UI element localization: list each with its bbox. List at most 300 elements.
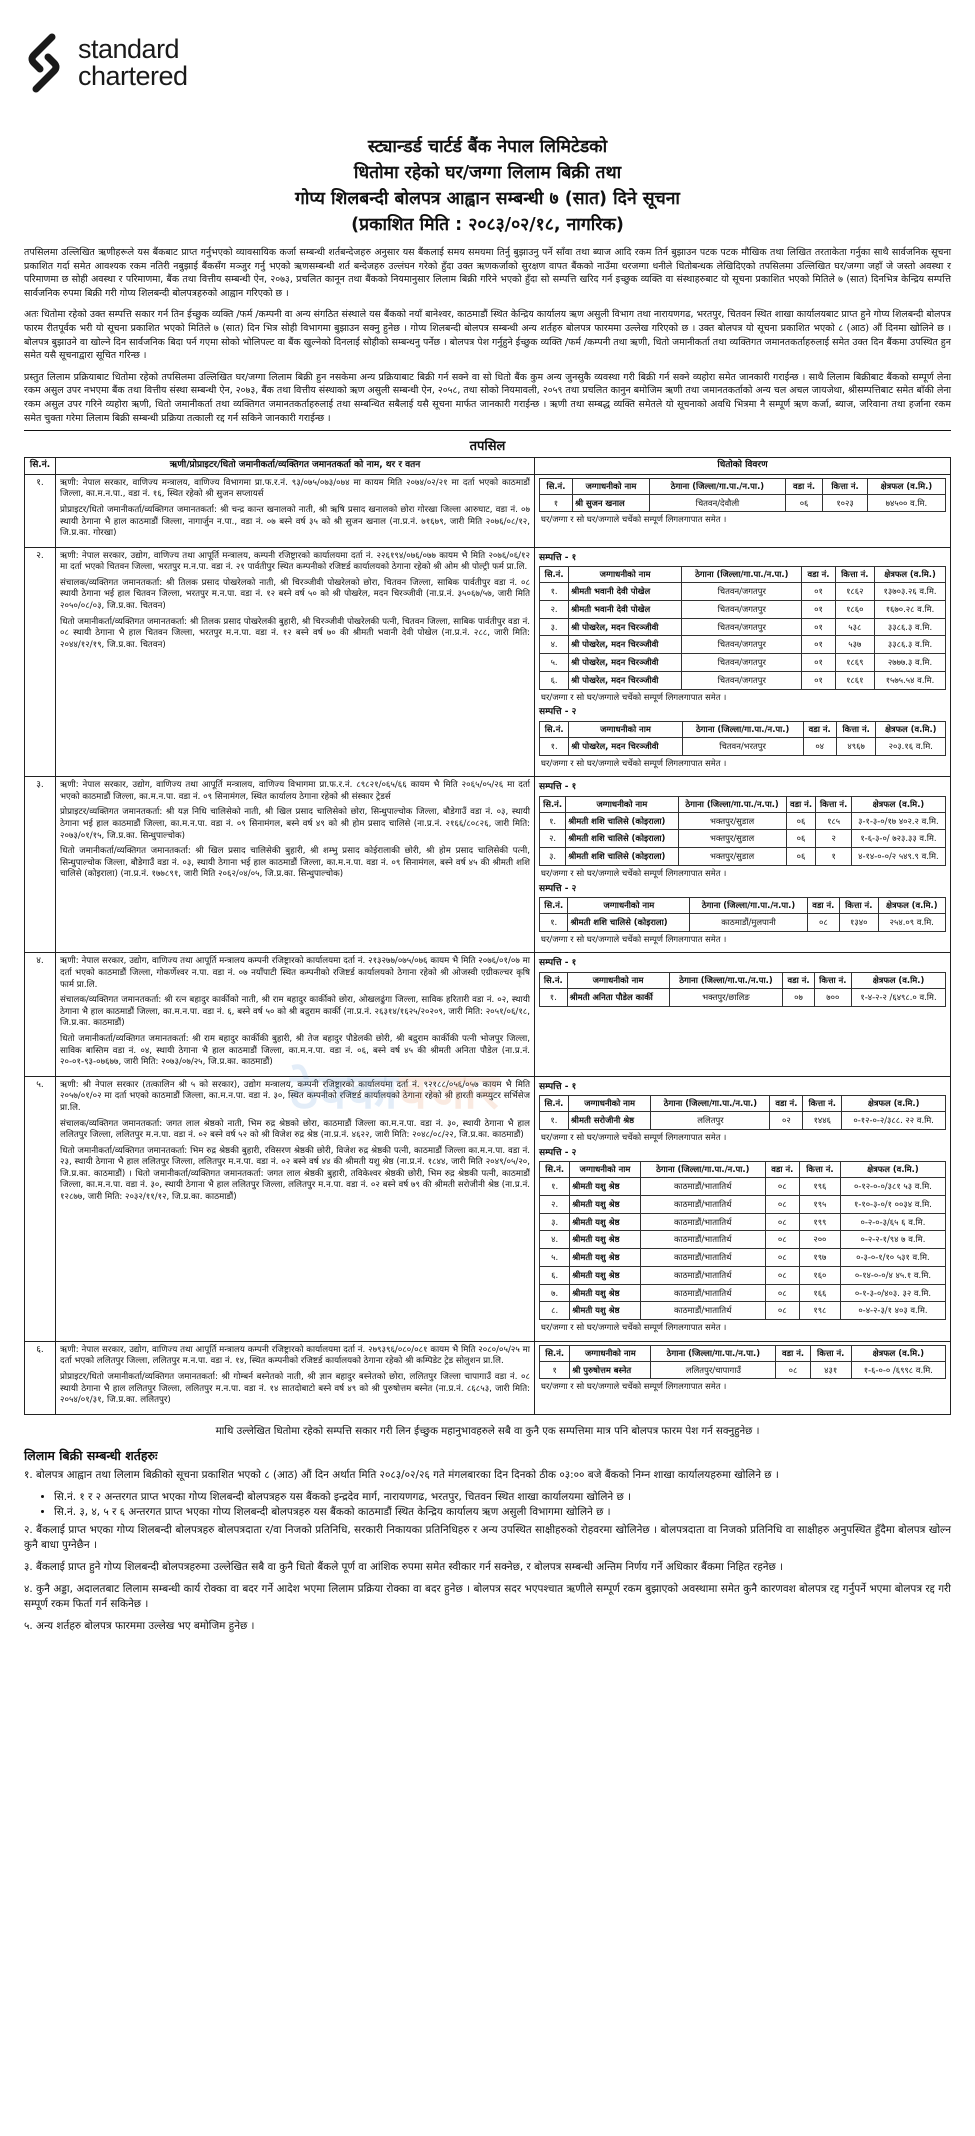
property-table [539,721,946,756]
property-row [540,1249,946,1267]
property-table [539,1095,946,1130]
property-cell-area: ०-१४-०-०/४ ४५.१ व.मि. [840,1266,945,1284]
property-cell-owner: श्रीमती भवानी देवी पोखेल [569,583,682,601]
property-cell-owner: श्रीमती यशु श्रेष्ठ [570,1284,641,1302]
row-description [56,777,535,953]
property-header-location: ठेगाना (जिल्ला/गा.पा./न.पा.) [649,478,785,494]
property-cell-owner: श्री पोखरेल, मदन चिरञ्जीवी [569,618,682,636]
property-cell-sn: १. [540,988,568,1006]
footer-note: माथि उल्लेखित धितोमा रहेको सम्पत्ति सकार गरी लिन ईच्छुक महानुभावहरुले सबै वा कुनै एक सम्पत्तिमा मात्र पनि बोलपत्र फारम पेश गर्न सक्नुहुनेछ । [215,1425,760,1437]
property-cell-plot: १३४० [839,914,878,932]
property-cell-sn: ३. [540,1213,570,1231]
row-p2: प्रोप्राइटर/धितो जमानीकर्ता/व्यक्तिगत जमानतकर्ता: श्री चन्द्र कान्त खनालको नाती, श्री ऋषि प्रसाद खनालको छोरा गोरखा जिल्ला आरुघाट, वडा नं. ०७ स्थायी ठेगाना भै हाल काठमाडौं जिल्ला, नागार्जुन न.पा., वडा नं. ०७ बस्ने वर्ष ३५ को श्री सुजन खनाल (ना.प्र.नं. ७१६७९, जारी मिति २०७६/०८/१२, जि.प्र.का. गोरखा) [60,504,530,539]
property-table [539,566,946,690]
property-cell-sn: १. [540,1112,569,1130]
property-cell-area: २७७७.३ व.मि. [875,654,946,672]
property-row [540,737,946,755]
property-cell-owner: श्री पोखरेल, मदन चिरञ्जीवी [569,654,682,672]
property-note: घर/जग्गा र सो घर/जग्गाले चर्चेको सम्पूर्ण लिगलगापात समेत । [541,1131,727,1142]
property-cell-sn: ३. [540,848,566,866]
property-cell-location: भक्तपुर/छालिङ [669,988,783,1006]
property-cell-sn: २. [540,1195,570,1213]
property-cell-location: चितवन/जगतपुर [682,583,802,601]
property-row [540,1361,946,1379]
property-block-label: सम्पत्ति - १ [539,958,577,969]
property-cell-plot: १४४६ [803,1112,842,1130]
property-header-ward: वडा नं. [802,567,835,583]
property-cell-ward: ०८ [765,1284,799,1302]
property-cell-plot: २ [816,830,852,848]
property-cell-area: १-१०-३-०/१ ००३४ व.मि. [840,1195,945,1213]
property-note: घर/जग्गा र सो घर/जग्गाले चर्चेको सम्पूर्ण लिगलगापात समेत । [541,1381,727,1392]
property-cell-location: काठमाडौं/भातातिर्थ [640,1195,765,1213]
property-cell-ward: ०१ [802,654,835,672]
property-cell-owner: श्रीमती यशु श्रेष्ठ [570,1266,641,1284]
property-row [540,1302,946,1320]
property-cell-ward: ०८ [765,1266,799,1284]
property-cell-owner: श्रीमती यशु श्रेष्ठ [570,1249,641,1267]
property-cell-owner: श्री सुजन खनाल [572,494,649,512]
property-cell-area: ०-१-३-०/४०३. ३२ व.मि. [840,1284,945,1302]
condition-3: ३. बैंकलाई प्राप्त हुने गोप्य शिलबन्दी बोलपत्रहरुमा उल्लेखित सबै वा कुनै धितो बैंकले पूर्ण वा आंशिक रुपमा समेत स्वीकार गर्न सक्नेछ, र बोलपत्र सम्बन्धी अन्तिम निर्णय गर्ने अधिकार बैंकमा निहित रहनेछ । [24,1560,784,1573]
property-cell-ward: ०८ [765,1231,799,1249]
property-cell-owner: श्रीमती शशि चालिसे (कोइराला) [566,812,678,830]
col-sn: सि.नं. [25,458,56,475]
property-row [540,1284,946,1302]
property-header-sn: सि.नं. [540,898,568,914]
property-cell-sn: १. [540,812,566,830]
property-cell-location: चितवन/भरतपुर [682,737,803,755]
schedule-row [25,1341,951,1414]
property-cell-sn: ८. [540,1302,570,1320]
property-header-location: ठेगाना (जिल्ला/गा.पा./न.पा.) [682,567,802,583]
property-row [540,618,946,636]
schedule-row [25,1076,951,1341]
property-cell-owner: श्री पोखरेल, मदन चिरञ्जीवी [569,672,682,690]
property-cell-location: काठमाडौं/मुलपानी [690,914,807,932]
row-p3: धितो जमानीकर्ता/व्यक्तिगत जमानतकर्ता: श्री तिलक प्रसाद पोखरेलकी बुहारी, श्री चिरञ्जीवी पोखरेलकी पत्नी, चितवन जिल्ला, साबिक पार्वतीपुर वडा नं. ०८ स्थायी ठेगाना भै हाल चितवन जिल्ला, भरतपुर म.न.पा. वडा नं. १२ बस्ने वर्ष ७० की श्रीमती भवानी देवी पोखेल (ना.प्र.नं. २८८, जारी मिति: २०४४/१२/१९, जि.प्र.का. चितवन) [60,616,530,650]
row-property [535,777,951,953]
property-cell-area: ०-१२-०-०/३८१ ५३ व.मि. [840,1177,945,1195]
property-block-label: सम्पत्ति - १ [539,1081,577,1092]
property-cell-plot: ४९६७ [836,737,876,755]
property-header-area: क्षेत्रफल (व.मि.) [875,567,946,583]
row-sn: ६. [25,1341,56,1414]
property-block-label: सम्पत्ति - १ [539,552,577,563]
property-cell-plot: ५३७ [835,636,875,654]
property-cell-area: १३७०३.२६ व.मि. [875,583,946,601]
property-header-sn: सि.नं. [540,796,566,812]
property-cell-sn: ७. [540,1284,570,1302]
row-p1: ऋणी: नेपाल सरकार, वाणिज्य मन्त्रालय, वाणिज्य विभागमा प्रा.फ.र.नं. ९३/०७५/०७३/०७४ मा कायम मिति २०७४/०२/२१ मा दर्ता भएको काठमाडौं जिल्ला, का.म.न.पा., वडा नं. १६, स्थित रहेको श्री सुजन सप्लायर्स [60,477,530,500]
property-cell-owner: श्रीमती यशु श्रेष्ठ [570,1195,641,1213]
property-cell-owner: श्री पोखरेल, मदन चिरञ्जीवी [569,737,682,755]
row-p3: धितो जमानीकर्ता/व्यक्तिगत जमानतकर्ता: श्री खिल प्रसाद चालिसेकी बुहारी, श्री शम्भु प्रसाद कोईरालाकी छोरी, श्री होम प्रसाद चालिसेकी पत्नी, सिन्धुपाल्चोक जिल्ला, बौडेगाउँ वडा नं. ०३, स्थायी ठेगाना भई हाल काठमाडौं जिल्ला, का.म.न.पा. वडा नं. ०९ सिनामंगल, बस्ने वर्ष ४५ की श्रीमती शशि चालिसे (कोइराला) (ना.प्र.नं. १७७८९१, जारी मिति २०६२/०४/०५, जि.प्र.का. सिन्धुपाल्चोक) [60,846,530,880]
property-header-sn: सि.नं. [540,478,573,494]
property-cell-sn: २. [540,600,569,618]
property-header-plot: कित्ता नं. [803,1096,842,1112]
brand-line2: chartered [78,61,188,91]
property-row [540,914,946,932]
row-description [56,547,535,777]
property-header-plot: कित्ता नं. [836,722,876,738]
row-p1: ऋणी: नेपाल सरकार, उद्योग, वाणिज्य तथा आपूर्ति मन्त्रालय कम्पनी रजिष्ट्रारको कार्यालयमा दर्ता नं. २१३२७७/०७५/०७६ कायम भै मिति २०७६/०१/०७ मा दर्ता भएको काठमाडौं जिल्ला, गोकर्णेश्वर न.पा. वडा नं. ०७ नयाँपाटी स्थित कम्पनीको रजिष्टर्ड कार्यालयको ठेगाना रहेको श्री ओजस्वी एग्रीकल्चर कृषि फार्म प्रा.लि. [60,956,530,990]
property-cell-owner: श्रीमती भवानी देवी पोखेल [569,600,682,618]
property-cell-area: १५७५.५४ व.मि. [875,672,946,690]
property-cell-plot: ४३१ [810,1361,851,1379]
property-cell-plot: १९७ [799,1249,840,1267]
property-cell-location: काठमाडौं/भातातिर्थ [640,1213,765,1231]
property-cell-location: काठमाडौं/भातातिर्थ [640,1249,765,1267]
property-cell-area: १-६-०-० /६९९८ व.मि. [851,1361,945,1379]
property-cell-sn: ६. [540,672,569,690]
divider [24,430,951,431]
property-row [540,988,946,1006]
property-header-ward: वडा नं. [803,722,836,738]
property-header-location: ठेगाना (जिल्ला/गा.पा./न.पा.) [651,1345,776,1361]
condition-5: ५. अन्य शर्तहरु बोलपत्र फारममा उल्लेख भए बमोजिम हुनेछ । [24,1619,255,1632]
property-cell-ward: ०४ [803,737,836,755]
property-header-sn: सि.नं. [540,722,569,738]
schedule-row [25,777,951,953]
property-cell-location: चितवन/जगतपुर [682,600,802,618]
property-row [540,1213,946,1231]
row-property [535,474,951,547]
property-row [540,636,946,654]
property-cell-ward: ०२ [770,1112,803,1130]
row-p3: धितो जमानीकर्ता/व्यक्तिगत जमानतकर्ता: श्री राम बहादुर कार्कीकी बुहारी, श्री तेज बहादुर पौडेलकी छोरी, श्री बद्रुराम कार्कीकी पत्नी भोजपुर जिल्ला, साविक बास्तिम वडा नं. ०४, स्थायी ठेगाना भै हाल काठमाडौं जिल्ला, का.म.न.पा. वडा नं. ०६, बस्ने वर्ष ४५ की श्रीमती अनिता पौडेल (ना.प्र.नं. २०-०१-९३-०७६७७, जारी मिति: २०७३/०७/२५, जि.प्र.का. काठमाडौं) [60,1033,530,1068]
property-cell-plot: २०० [799,1231,840,1249]
property-cell-ward: ०७ [783,988,814,1006]
property-cell-sn: ३. [540,618,569,636]
row-property [535,953,951,1076]
property-cell-location: काठमाडौं/भातातिर्थ [640,1231,765,1249]
property-cell-area: ४-१४-०-०/२ ५४९.९ व.मि. [851,848,945,866]
row-p2: प्रोप्राइटर/व्यक्तिगत जमानतकर्ता: श्री यज्ञ निधि चालिसेको नाती, श्री खिल प्रसाद चालिसेको छोरा, सिन्धुपाल्चोक जिल्ला, बौडेगाउँ वडा नं. ०३, स्थायी ठेगाना भई हाल काठमाडौं जिल्ला, का.म.न.पा. वडा नं. ०९ सिनामंगल, बस्ने वर्ष ४९ को श्री होम प्रसाद चालिसे (ना.प्र.नं. २१६६/८०८२६, जारी मिति: २०७३/०१/१५, जि.प्र.का. सिन्धुपाल्चोक) [60,807,530,841]
property-cell-sn: १ [540,494,573,512]
property-cell-plot: १८६९ [835,654,875,672]
col-property: धितोको विवरण [535,458,951,475]
property-cell-plot: १९५ [799,1195,840,1213]
property-cell-sn: ४. [540,1231,570,1249]
property-cell-ward: ०८ [776,1361,810,1379]
property-cell-plot: १६६ [799,1284,840,1302]
property-cell-location: चितवन/देवौली [649,494,785,512]
property-header-owner: जग्गाधनीको नाम [570,1162,641,1178]
schedule-row [25,547,951,777]
property-header-ward: वडा नं. [807,898,839,914]
property-header-area: क्षेत्रफल (व.मि.) [867,478,945,494]
row-p1: ऋणी: नेपाल सरकार, उद्योग, वाणिज्य तथा आपूर्ति मन्त्रालय कम्पनी रजिष्ट्रारको कार्यालयमा दर्ता नं. २७९३९६/०८०/०८१ कायम भै मिति २०८०/०५/२५ मा दर्ता भएको ललितपुर जिल्ला, ललितपुर म.न.पा. वडा नं. १४, स्थित कम्पनीको रजिष्टर्ड कार्यालयको ठेगाना रहेको श्री कम्पिडेट ट्रेड सोलुशन प्रा.लि. [60,1344,530,1367]
property-note: घर/जग्गा र सो घर/जग्गाले चर्चेको सम्पूर्ण लिगलगापात समेत । [541,757,727,768]
property-cell-plot: १८६० [835,600,875,618]
property-cell-owner: श्रीमती यशु श्रेष्ठ [570,1302,641,1320]
title-line1: स्ट्यान्डर्ड चार्टर्ड बैंक नेपाल लिमिटेडको [367,137,608,157]
schedule-row [25,953,951,1076]
property-cell-area: २५४.०९ व.मि. [878,914,945,932]
property-cell-plot: १६० [799,1266,840,1284]
property-header-ward: वडा नं. [770,1096,803,1112]
row-p3: धितो जमानीकर्ता/व्यक्तिगत जमानतकर्ता: भिम रुद्र श्रेष्ठकी बुहारी, रविसरण श्रेष्ठकी छोरी, विजेश रुद्र श्रेष्ठकी पत्नी, काठमाडौं जिल्ला का.म.न.पा. वडा नं. २३, स्थायी ठेगाना भै हाल ललितपुर जिल्ला, ललितपुर म.न.पा. वडा नं. ०२ बस्ने वर्ष ४४ की श्रीमती यशु श्रेष्ठ (ना.प्र.नं. १८४४, जारी मिति २०४९/०५/२०, जि.प्र.का. काठमाडौं) । धितो जमानीकर्ता/व्यक्तिगत जमानतकर्ता: जगत लाल श्रेष्ठकी बुहारी, तविकेश्वर श्रेष्ठकी छोरी, भिम रुद्र श्रेष्ठकी पत्नी, काठमाडौं जिल्ला, का.म.न.पा. वडा नं. ३०, स्थायी ठेगाना भै हाल ललितपुर जिल्ला, ललितपुर म.न.पा. वडा नं. ०२ बस्ने वर्ष ७९ की श्रीमती सरोजीनी श्रेष्ठ (ना.प्र.नं. १२८७७, जारी मिति: २०३२/११/१२, जि.प्र.का. काठमाडौं) [60,1145,530,1203]
property-cell-location: ललितपुर [651,1112,770,1130]
property-cell-area: १६७०.२८ व.मि. [875,600,946,618]
property-cell-sn: ५. [540,654,569,672]
row-p2: प्रोप्राइटर/धितो जमानीकर्ता/व्यक्तिगत जमानतकर्ता: श्री गोम्बर्न बस्नेतको नाती, श्री ज्ञान बहादुर बस्नेतको छोरा, ललितपुर जिल्ला चापागाउँ वडा नं. ०८ स्थायी ठेगाना भै हाल ललितपुर जिल्ला, ललितपुर म.न.पा. वडा नं. १४ सातदोबाटो बस्ने वर्ष ४९ को श्री पुरुषोत्तम बस्नेत (ना.प्र.नं. ८६८५३, जारी मिति: २०५४/०१/३१, जि.प्र.का. ललितपुर) [60,1372,530,1406]
property-header-location: ठेगाना (जिल्ला/गा.पा./न.पा.) [669,972,783,988]
property-cell-area: ०-२-०-३/६५ ६ व.मि. [840,1213,945,1231]
condition-4: ४. कुनै अड्डा, अदालतबाट लिलाम सम्बन्धी कार्य रोक्का वा बदर गर्ने आदेश भएमा लिलाम प्रक्रिया रोक्का वा बदर हुनेछ । बोलपत्र सदर भएपश्चात ऋणीले सम्पूर्ण रकम बुझाएको अवस्थामा समेत कुनै कारणवश बोलपत्र रद्द गर्नुपर्ने भएमा बोलपत्र रद्द गरी सम्पूर्ण रकम फिर्ता गर्न सकिनेछ । [24,1582,951,1610]
property-cell-owner: श्रीमती यशु श्रेष्ठ [570,1177,641,1195]
condition-1b: • सि.नं. ३, ४, ५ र ६ अन्तरगत प्राप्त भएका गोप्य शिलबन्दी बोलपत्रहरु यस बैंकको काठमाडौं स्थित केन्द्रिय कार्यालय ऋण असुली विभागमा खोलिने छ । [54,1505,951,1520]
property-cell-sn: २. [540,830,566,848]
property-header-plot: कित्ता नं. [823,478,868,494]
property-block-label: सम्पत्ति - २ [539,883,577,894]
condition-1a: • सि.नं. १ र २ अन्तरगत प्राप्त भएका गोप्य शिलबन्दी बोलपत्रहरु यस बैंकको इन्द्रदेव मार्ग, नारायणगढ, भरतपुर, चितवन स्थित शाखा कार्यालयमा खोलिने छ । [54,1490,951,1505]
property-cell-location: भक्तपुर/सुडाल [678,812,786,830]
property-header-ward: वडा नं. [785,478,822,494]
property-header-sn: सि.नं. [540,972,568,988]
property-header-area: क्षेत्रफल (व.मि.) [842,1096,946,1112]
property-header-owner: जग्गाधनीको नाम [568,1096,651,1112]
property-header-ward: वडा नं. [776,1345,810,1361]
row-property [535,547,951,777]
schedule-heading: तपसिल [469,439,506,455]
property-note: घर/जग्गा र सो घर/जग्गाले चर्चेको सम्पूर्ण लिगलगापात समेत । [541,691,727,702]
title-line2: धितोमा रहेको घर/जग्गा लिलाम बिक्री तथा [353,163,622,183]
property-cell-location: चितवन/जगतपुर [682,654,802,672]
row-sn: २. [25,547,56,777]
property-cell-ward: ०६ [786,812,816,830]
brand-line1: standard [78,34,180,64]
property-cell-location: चितवन/जगतपुर [682,618,802,636]
property-header-location: ठेगाना (जिल्ला/गा.पा./न.पा.) [682,722,803,738]
property-header-area: क्षेत्रफल (व.मि.) [840,1162,945,1178]
property-cell-ward: ०६ [786,830,816,848]
property-row [540,830,946,848]
schedule-row [25,474,951,547]
property-row [540,672,946,690]
property-cell-area: ७४५०० व.मि. [867,494,945,512]
property-cell-sn: १. [540,1177,570,1195]
property-cell-area: ३३८६.३ व.मि. [875,618,946,636]
property-header-sn: सि.नं. [540,1096,569,1112]
property-cell-area: ०-४-२-३/१ ४०३ व.मि. [840,1302,945,1320]
row-description [56,1341,535,1414]
property-cell-location: भक्तपुर/सुडाल [678,848,786,866]
property-header-area: क्षेत्रफल (व.मि.) [851,1345,945,1361]
watermark-part2: बजार [399,1064,501,1120]
property-header-area: क्षेत्रफल (व.मि.) [851,796,945,812]
property-cell-location: काठमाडौं/भातातिर्थ [640,1284,765,1302]
property-cell-sn: ५. [540,1249,570,1267]
schedule-table [24,457,951,1415]
row-p2: संचालक/व्यक्तिगत जमानतकर्ता: श्री रत्न बहादुर कार्कीको नाती, श्री राम बहादुर कार्कीको छोरा, ओखलढुंगा जिल्ला, साविक हरितारी वडा नं. ०२, स्थायी ठेगाना भै हाल काठमाडौं जिल्ला, का.म.न.पा. वडा नं. ६, बस्ने वर्ष ५० को श्री बद्रुराम कार्की (ना.प्र.नं. २६३१४/१६२५/२०२०९, जारी मिति: २०५१/०६/१८, जि.प्र.का. काठमाडौं) [60,995,530,1029]
property-row [540,654,946,672]
property-header-owner: जग्गाधनीको नाम [569,567,682,583]
property-cell-ward: ०१ [802,636,835,654]
property-cell-ward: ०६ [786,848,816,866]
property-cell-sn: १. [540,914,568,932]
brand-logo [24,28,951,98]
property-cell-area: ०-१२-०-२/३८८. २२ व.मि. [842,1112,946,1130]
property-cell-sn: १. [540,737,569,755]
property-cell-plot: १९९ [799,1213,840,1231]
property-header-location: ठेगाना (जिल्ला/गा.पा./न.पा.) [640,1162,765,1178]
property-cell-plot: १९६ [799,1177,840,1195]
intro-paragraph-3: प्रस्तुत लिलाम प्रक्रियाबाट धितोमा रहेको तपसिलमा उल्लिखित घर/जग्गा लिलाम बिक्री हुन नसकेमा अन्य प्रक्रियाबाट बिक्री गर्न सक्ने वा सो धितो बैंक कुम अन्य जुनसुकै व्यवस्था गरी बिक्री गर्न सक्ने व्यहोरा समेत जानकारी गराईन्छ । साथै लिलाम बिक्रीबाट बैंकको सम्पूर्ण लेना रकम असुल उपर नभएमा बैंक तथा वित्तीय संस्था सम्बन्धी ऐन, २०७३, बैंक तथा वित्तीय संस्थाको ऋण असुली सम्बन्धी ऐन, २०५८, तथा सोको नियमावली, २०५९ तथा प्रचलित कानुन बमोजिम ऋणी तथा जमानतकर्ताको अन्य चल अचल जायजेथा, श्रीसम्पत्तिबाट समेत बाँकी लेना रकम असुल उपर गरिने व्यहोरा ऋणी, धितो जमानीकर्ता तथा व्यक्तिगत जमानतकर्ताहरुलाई तथा सम्बन्धित सबैलाई यसै सूचना मार्फत जानकारी गराईन्छ । ऋणी तथा सम्बद्ध व्यक्ति समेतले यो सूचनाको अवधि भित्रमा नै सम्पूर्ण ऋण कर्जा, ब्याज, जरिवाना तथा हर्जाना रकम समेत चुक्ता गरेमा लिलाम बिक्री सम्बन्धी प्रक्रिया तत्काली रद्द गर्न सकिने जानकारी गराईन्छ । [24,371,951,424]
property-cell-plot: १८५ [816,812,852,830]
property-cell-area: ०-२-२-१/९४ ७ व.मि. [840,1231,945,1249]
row-p1: ऋणी: नेपाल सरकार, उद्योग, वाणिज्य तथा आपूर्ति मन्त्रालय, कम्पनी रजिष्ट्रारको कार्यालयमा दर्ता नं. २२६१९४/०७६/०७७ कायम भै मिति २०७६/०६/१२ मा दर्ता भएको चितवन जिल्ला, भरतपुर म.न.पा. वडा नं. २१ पार्वतीपुर स्थित कम्पनीको रजिष्टर्ड कार्यालयको ठेगाना रहेको श्री ओम श्री पोल्ट्री फर्म प्रा.लि. [60,550,530,573]
property-cell-sn: ४. [540,636,569,654]
property-cell-sn: १ [540,1361,570,1379]
property-cell-location: काठमाडौं/भातातिर्थ [640,1177,765,1195]
row-p1: ऋणी: श्री नेपाल सरकार (तत्कालिन श्री ५ को सरकार), उद्योग मन्त्रालय, कम्पनी रजिष्ट्रारको कार्यालयमा दर्ता नं. ९२१८८/०५६/०५७ कायम भै मिति २०५७/०१/०२ मा दर्ता भएको काठमाडौं जिल्ला, का.म.न.पा. वडा नं. ३०, स्थित कम्पनीको रजिष्टर्ड कार्यालयको ठेगाना रहेको श्री हारती कम्प्युटर सर्भिसेज प्रा.लि. [60,1079,530,1113]
row-sn: ४. [25,953,56,1076]
property-cell-area: ३३८६.३ व.मि. [875,636,946,654]
property-table [539,796,946,866]
property-cell-ward: ०८ [807,914,839,932]
property-table [539,972,946,1007]
watermark-part1: ठेक्का [290,1064,400,1120]
property-cell-sn: ६. [540,1266,570,1284]
property-header-owner: जग्गाधनीको नाम [568,898,690,914]
property-row [540,583,946,601]
property-block-label: सम्पत्ति - १ [539,782,577,793]
property-header-ward: वडा नं. [783,972,814,988]
property-cell-ward: ०८ [765,1213,799,1231]
property-cell-plot: ७०० [814,988,851,1006]
property-table [539,897,946,932]
property-header-area: क्षेत्रफल (व.मि.) [878,898,945,914]
conditions-title: लिलाम बिक्री सम्बन्धी शर्तहरुः [24,1447,158,1463]
row-property [535,1076,951,1341]
row-sn: १. [25,474,56,547]
property-cell-location: चितवन/जगतपुर [682,672,802,690]
property-note: घर/जग्गा र सो घर/जग्गाले चर्चेको सम्पूर्ण लिगलगापात समेत । [541,1322,727,1333]
property-cell-area: ३-१-३-०/१७ ४०२.२ व.मि. [851,812,945,830]
property-cell-plot: १०२३ [823,494,868,512]
property-cell-location: चितवन/जगतपुर [682,636,802,654]
property-cell-plot: १८६१ [835,672,875,690]
property-cell-owner: श्रीमती शशि चालिसे (कोइराला) [568,914,690,932]
title-line4: (प्रकाशित मिति : २०८३/०२/१८, नागरिक) [351,215,624,235]
property-header-owner: जग्गाधनीको नाम [572,478,649,494]
property-header-owner: जग्गाधनीको नाम [567,972,669,988]
property-row [540,1266,946,1284]
property-row [540,1231,946,1249]
row-sn: ३. [25,777,56,953]
row-description [56,1076,535,1341]
property-header-sn: सि.नं. [540,567,569,583]
property-header-ward: वडा नं. [786,796,816,812]
col-description: ऋणी/प्रोप्राइटर/धितो जमानीकर्ता/व्यक्तिगत जमानतकर्ता को नाम, थर र वतन [56,458,535,475]
property-cell-location: काठमाडौं/भातातिर्थ [640,1266,765,1284]
property-cell-owner: श्रीमती अनिता पौडेल कार्की [567,988,669,1006]
row-description [56,953,535,1076]
property-block-label: सम्पत्ति - २ [539,707,577,718]
property-cell-area: २०३.१६ व.मि. [876,737,946,755]
property-header-owner: जग्गाधनीको नाम [570,1345,651,1361]
property-header-plot: कित्ता नं. [816,796,852,812]
property-row [540,1112,946,1130]
property-cell-area: ०-३-०-१/१० ५३१ व.मि. [840,1249,945,1267]
property-note: घर/जग्गा र सो घर/जग्गाले चर्चेको सम्पूर्ण लिगलगापात समेत । [541,933,727,944]
property-note: घर/जग्गा र सो घर/जग्गाले चर्चेको सम्पूर्ण लिगलगापात समेत । [541,514,727,525]
property-header-plot: कित्ता नं. [839,898,878,914]
condition-1-list [54,1490,951,1520]
property-cell-owner: श्रीमती शशि चालिसे (कोइराला) [566,830,678,848]
property-cell-owner: श्री पोखरेल, मदन चिरञ्जीवी [569,636,682,654]
property-row [540,848,946,866]
property-cell-ward: ०८ [765,1302,799,1320]
property-cell-ward: ०८ [765,1177,799,1195]
property-cell-location: भक्तपुर/सुडाल [678,830,786,848]
property-cell-plot: १८६२ [835,583,875,601]
property-cell-ward: ०१ [802,600,835,618]
condition-1: १. बोलपत्र आह्वान तथा लिलाम बिक्रीको सूचना प्रकाशित भएको ८ (आठ) औं दिन अर्थात मिति २०८३/०२/२६ गते मंगलबारका दिन दिनको ठीक ०३:०० बजे बैंकको निम्न शाखा कार्यालयहरुमा खोलिने छ । [24,1468,779,1481]
property-table [539,1345,946,1380]
property-header-area: क्षेत्रफल (व.मि.) [876,722,946,738]
row-p2: संचालक/व्यक्तिगत जमानतकर्ता: जगत लाल श्रेष्ठको नाती, भिम रुद्र श्रेष्ठको छोरा, काठमाडौं जिल्ला का.म.न.पा. वडा नं. ३०, स्थायी ठेगाना भै हाल ललितपुर जिल्ला, ललितपुर म.न.पा. वडा नं. ०२ बस्ने वर्ष ५२ को श्री विजेश रुद्र श्रेष्ठ (ना.प्र.नं. ४६२२, जारी मिति: २०४८/०८/२२, जि.प्र.का. काठमाडौं) [60,1118,530,1141]
row-description [56,474,535,547]
property-header-location: ठेगाना (जिल्ला/गा.पा./न.पा.) [678,796,786,812]
property-cell-ward: ०८ [765,1195,799,1213]
standard-chartered-logo-icon [24,33,64,93]
property-header-plot: कित्ता नं. [835,567,875,583]
property-header-area: क्षेत्रफल (व.मि.) [852,972,946,988]
property-cell-area: १-४-२-२ /६४९८.० व.मि. [852,988,946,1006]
notice-title [24,134,951,238]
row-sn: ५. [25,1076,56,1341]
property-cell-ward: ०१ [802,583,835,601]
row-property [535,1341,951,1414]
property-header-ward: वडा नं. [765,1162,799,1178]
row-p2: संचालक/व्यक्तिगत जमानतकर्ता: श्री तिलक प्रसाद पोखरेलको नाती, श्री चिरञ्जीवी पोखरेलको छोरा, चितवन जिल्ला, साबिक पार्वतीपुर वडा नं. ०८ स्थायी ठेगाना भई हाल चितवन जिल्ला, भरतपुर म.न.पा. वडा नं. १२ बस्ने वर्ष ५० को श्री पोखरेल, मदन चिरञ्जीवी (ना.प्र.नं. ३५०६७/५७, जारी मिति २०५०/०८/०३, जि.प्र.का. चितवन) [60,577,530,612]
property-header-sn: सि.नं. [540,1345,570,1361]
intro-paragraph-1: तपसिलमा उल्लिखित ऋणीहरूले यस बैंकबाट प्राप्त गर्नुभएको व्यावसायिक कर्जा सम्बन्धी शर्तबन्देजहरु अनुसार यस बैंकलाई समय समयमा तिर्नु बुझाउनु पर्ने साँवा तथा ब्याज आदि रकम तिर्न बुझाउन पटक पटक मौखिक तथा लिखित तरताकेता गर्नुका साथै सार्वजनिक सूचना प्रकाशित गर्दा समेत आवश्यक रकम नतिरी नबुझाई बैंकसँग मञ्जुर गर्नु भएको ऋणसम्बन्धी शर्त बन्देजहरु उल्लंघन गरेको हुँदा उक्त ऋणकर्जाको सुरक्षण वापत बैंकको नाउँमा धरजग्गा धनीले धितोबन्धक लेखिदिएको तपसिलमा उल्लिखित घर/जग्गा जहाँ जे जस्तो अवस्था र परिमाणमा छ सोही अवस्था र परिमाणमा, बैंक तथा वित्तीय सम्बन्धी ऐन, २०७३, प्रचलित कानून तथा बैंकको नियमानुसार लिलाम बिक्री गरिने भएको हुँदा सो सम्पत्ति खरिद गर्न इच्छुक व्यक्ति वा संस्थाहरुबाट यो सूचना प्रकाशित भएको मितिले ७ (सात) दिनभित्र केन्द्रिय सम्पत्ति सार्वजनिक रुपमा बिक्री गरी गोप्य शिलबन्दी बोलपत्रहरुको आह्वान गरिएको छ । [24,247,951,299]
condition-2: २. बैंकलाई प्राप्त भएका गोप्य शिलबन्दी बोलपत्रहरु बोलपत्रदाता र/वा निजको प्रतिनिधि, सरकारी निकायका प्रतिनिधिहरु र अन्य उपस्थित साक्षीहरुको रोहवरमा खोलिनेछ । बोलपत्रदाता वा निजको प्रतिनिधि वा साक्षीहरु अनुपस्थित हुँदैमा बोलपत्र खोल्न कुनै बाधा पुग्नेछैन । [24,1523,951,1551]
intro-paragraph-2: अतः धितोमा रहेको उक्त सम्पत्ति सकार गर्न तिन ईच्छुक व्यक्ति /फर्म /कम्पनी वा अन्य संगठित संस्थाले यस बैंकको नयाँ बानेश्वर, काठमाडौं स्थित केन्द्रिय कार्यालय ऋण असुली विभाग तथा नारायणगढ, भरतपुर, चितवन स्थित शाखा कार्यालयबाट प्राप्त हुने गोप्य शिलबन्दी बोलपत्र फारम रीतपूर्वक भरी यो सूचना प्रकाशित भएको मितिले ७ (सात) दिन भित्र सोही विभागमा बुझाउन सक्नु हुनेछ । गोप्य शिलबन्दी बोलपत्र सम्बन्धी अन्य शर्तहरु बोलपत्र फारममा उल्लेख गरिएको छ । उक्त बोलपत्र यो सूचना प्रकाशित भएको ८ (आठ) औं दिनमा खोलिने छ । बोलपत्र बुझाउने वा खोल्ने दिन सार्वजनिक बिदा पर्न गएमा सोको भोलिपल्ट वा बैंक खुल्नेको दिनलाई सोहीको सम्बन्धनु पर्नेछ । बोलपत्र पेश गर्नुहुने ईच्छुक व्यक्ति /फर्म /कम्पनी तथा ऋणी, धितो जमानीकर्ता तथा व्यक्तिगत जमानतकर्ताहरुलाई समेत उक्त दिन बैंकमा उपस्थित हुन समेत यसै सूचनाद्वारा सूचित गरिन्छ । [24,309,951,362]
property-table [539,478,946,513]
property-row [540,1195,946,1213]
property-header-plot: कित्ता नं. [814,972,851,988]
property-cell-location: काठमाडौं/भातातिर्थ [640,1302,765,1320]
property-header-location: ठेगाना (जिल्ला/गा.पा./न.पा.) [690,898,807,914]
property-header-plot: कित्ता नं. [799,1162,840,1178]
property-cell-plot: ५३८ [835,618,875,636]
property-cell-plot: १ [816,848,852,866]
row-p1: ऋणी: नेपाल सरकार, उद्योग, वाणिज्य तथा आपूर्ति मन्त्रालय, वाणिज्य विभागमा प्रा.फ.र.नं. ८९८२१/०६५/६६ कायम भै मिति २०६५/०५/२६ मा दर्ता भएको काठमाडौं जिल्ला, का.म.न.पा. वडा नं. ०९ सिनामंगल, स्थित कार्यालय ठेगाना रहेको श्री संस्कार ट्रेडर्स [60,780,530,802]
property-cell-ward: ०८ [765,1249,799,1267]
property-row [540,494,946,512]
title-line3: गोप्य शिलबन्दी बोलपत्र आह्वान सम्बन्धी ७ (सात) दिने सूचना [295,189,680,209]
property-header-owner: जग्गाधनीको नाम [566,796,678,812]
property-cell-plot: १९८ [799,1302,840,1320]
property-cell-owner: श्रीमती यशु श्रेष्ठ [570,1231,641,1249]
property-header-location: ठेगाना (जिल्ला/गा.पा./न.पा.) [651,1096,770,1112]
property-cell-owner: श्री पुरुषोत्तम बस्नेत [570,1361,651,1379]
property-cell-owner: श्रीमती शशि चालिसे (कोइराला) [566,848,678,866]
property-cell-sn: १. [540,583,569,601]
property-cell-location: ललितपुर/चापागाउँ [651,1361,776,1379]
property-header-owner: जग्गाधनीको नाम [569,722,682,738]
property-row [540,600,946,618]
property-cell-area: १-६-३-०/ ७२३.३३ व.मि. [851,830,945,848]
property-header-plot: कित्ता नं. [810,1345,851,1361]
property-header-sn: सि.नं. [540,1162,570,1178]
property-row [540,1177,946,1195]
